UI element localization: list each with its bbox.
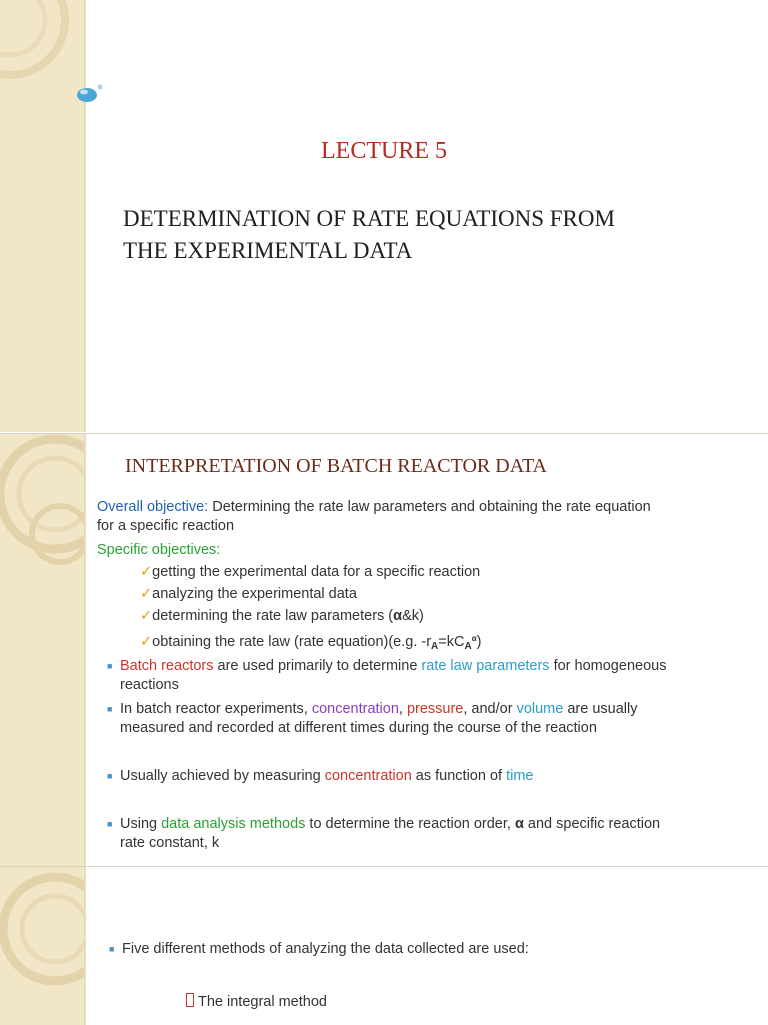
bullet-icon: ■	[107, 771, 113, 781]
list-item: ✓obtaining the rate law (rate equation)(e.g. $-r_A=kC_A^\alpha$)	[140, 634, 482, 652]
subtitle-line-1: DETERMINATION OF RATE EQUATIONS FROM	[123, 206, 615, 231]
bullet-measuring: ■ Usually achieved by measuring concentration as function of time	[107, 768, 534, 784]
method-integral: The integral method	[186, 993, 586, 1012]
bullet-batch-experiments: ■ In batch reactor experiments, concentration, pressure, and/or volume are usually measured and recorded at different times during the course of the reaction	[107, 701, 638, 736]
overall-objective: Overall objective: Determining the rate law parameters and obtaining the rate equation for a specific reaction	[97, 499, 651, 534]
subtitle-line-2: THE EXPERIMENTAL DATA	[123, 238, 413, 263]
check-icon: ✓	[140, 586, 153, 602]
slide-batch-reactor	[0, 433, 768, 866]
decorative-circles-icon	[0, 0, 84, 432]
overall-objective-text: Determining the rate law parameters and obtaining the rate equation	[208, 499, 651, 515]
decorative-side-stripe	[0, 867, 86, 1025]
bullet-icon: ■	[107, 661, 113, 671]
list-item: ✓getting the experimental data for a specific reaction	[140, 564, 481, 580]
lecture-title: LECTURE 5	[321, 138, 447, 164]
decorative-circles-icon	[0, 434, 84, 866]
decorative-circles-icon	[0, 867, 84, 1025]
check-icon: ✓	[140, 564, 153, 580]
check-icon: ✓	[140, 608, 153, 624]
check-icon: ✓	[140, 634, 153, 650]
specific-objectives-label: Specific objectives:	[97, 542, 221, 558]
bullet-icon: ■	[107, 704, 113, 714]
bullet-five-methods: ■ Five different methods of analyzing the data collected are used:	[109, 941, 529, 957]
overall-objective-label: Overall objective	[97, 499, 205, 515]
check-list	[140, 563, 740, 656]
marker-icon	[186, 993, 194, 1007]
slide-title: INTERPRETATION OF BATCH REACTOR DATA	[125, 455, 548, 477]
list-item: ✓determining the rate law parameters (α&k)	[140, 608, 424, 624]
bullet-icon: ■	[107, 819, 113, 829]
lecture-subtitle	[123, 203, 723, 267]
bullet-icon: ■	[109, 944, 115, 954]
bullet-batch-reactors: ■ Batch reactors are used primarily to determine rate law parameters for homogeneous reactions	[107, 658, 667, 693]
bubble-icon	[70, 80, 180, 190]
decorative-side-stripe	[0, 434, 86, 866]
list-item: ✓analyzing the experimental data	[140, 586, 357, 602]
slide-analysis-methods	[0, 866, 768, 1025]
bullet-analysis-methods: ■ Using data analysis methods to determine the reaction order, α and specific reaction rate constant, k	[107, 816, 661, 851]
slide-lecture-title	[0, 0, 768, 432]
decorative-side-stripe	[0, 0, 86, 432]
